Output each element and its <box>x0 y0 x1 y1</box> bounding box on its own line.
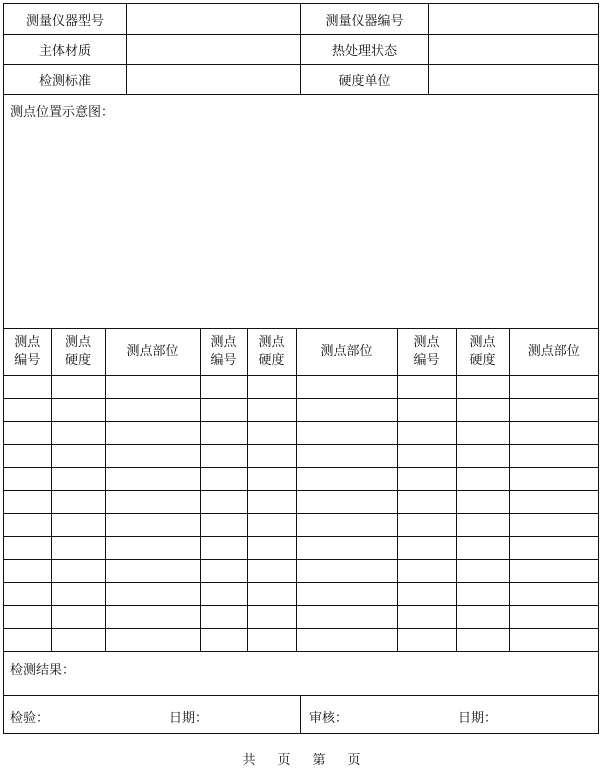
table-cell[interactable] <box>456 582 509 605</box>
table-cell[interactable] <box>247 421 296 444</box>
test-results-area[interactable] <box>4 651 598 696</box>
table-cell[interactable] <box>51 628 105 651</box>
instrument-model-label: 测量仪器型号 <box>4 4 127 34</box>
inspection-signature-cell[interactable] <box>4 696 301 734</box>
table-row <box>4 605 598 628</box>
signature-row <box>4 696 598 734</box>
instrument-model-field[interactable] <box>127 4 301 34</box>
table-cell[interactable] <box>456 444 509 467</box>
table-cell[interactable] <box>4 490 51 513</box>
table-cell[interactable] <box>4 582 51 605</box>
table-cell[interactable] <box>105 398 200 421</box>
table-cell[interactable] <box>4 421 51 444</box>
review-date-label: 日期： <box>458 711 498 726</box>
table-cell[interactable] <box>105 421 200 444</box>
table-cell[interactable] <box>296 582 397 605</box>
table-cell[interactable] <box>509 490 598 513</box>
results-title: 检测结果： <box>10 663 76 678</box>
col-point-number-1: 测点 编号 <box>4 329 51 375</box>
table-cell[interactable] <box>247 536 296 559</box>
footer-page-unit-1: 页 <box>277 753 291 768</box>
table-cell[interactable] <box>4 375 51 398</box>
table-cell[interactable] <box>105 605 200 628</box>
col-point-hardness-2: 测点 硬度 <box>247 329 296 375</box>
table-cell[interactable] <box>247 444 296 467</box>
table-cell[interactable] <box>200 559 247 582</box>
review-signature-cell[interactable] <box>301 696 598 734</box>
table-row <box>4 467 598 490</box>
col-point-hardness-3: 测点 硬度 <box>456 329 509 375</box>
table-row <box>4 582 598 605</box>
instrument-number-label: 测量仪器编号 <box>301 4 429 34</box>
table-cell[interactable] <box>509 421 598 444</box>
table-cell[interactable] <box>247 513 296 536</box>
table-cell[interactable] <box>105 513 200 536</box>
table-cell[interactable] <box>200 582 247 605</box>
measurement-table-body <box>4 375 598 651</box>
table-cell[interactable] <box>51 536 105 559</box>
table-cell[interactable] <box>397 536 456 559</box>
table-cell[interactable] <box>296 444 397 467</box>
table-cell[interactable] <box>397 628 456 651</box>
table-cell[interactable] <box>456 375 509 398</box>
table-cell[interactable] <box>296 513 397 536</box>
table-cell[interactable] <box>105 628 200 651</box>
table-cell[interactable] <box>397 398 456 421</box>
table-cell[interactable] <box>509 605 598 628</box>
measurement-point-diagram-area[interactable] <box>4 95 598 329</box>
table-cell[interactable] <box>509 375 598 398</box>
table-cell[interactable] <box>247 467 296 490</box>
col-point-number-3: 测点 编号 <box>397 329 456 375</box>
table-row <box>4 513 598 536</box>
table-cell[interactable] <box>456 490 509 513</box>
table-cell[interactable] <box>4 467 51 490</box>
table-header-row <box>4 329 598 375</box>
table-cell[interactable] <box>200 513 247 536</box>
table-cell[interactable] <box>456 628 509 651</box>
body-material-label: 主体材质 <box>4 35 127 64</box>
table-cell[interactable] <box>296 375 397 398</box>
table-row <box>4 398 598 421</box>
table-cell[interactable] <box>247 605 296 628</box>
table-cell[interactable] <box>105 444 200 467</box>
table-cell[interactable] <box>51 490 105 513</box>
heat-treatment-field[interactable] <box>429 35 598 64</box>
table-cell[interactable] <box>4 398 51 421</box>
table-cell[interactable] <box>397 375 456 398</box>
table-cell[interactable] <box>51 444 105 467</box>
col-point-location-1: 测点部位 <box>105 329 200 375</box>
table-cell[interactable] <box>456 421 509 444</box>
table-cell[interactable] <box>51 559 105 582</box>
table-cell[interactable] <box>51 605 105 628</box>
table-cell[interactable] <box>296 467 397 490</box>
table-cell[interactable] <box>51 421 105 444</box>
table-cell[interactable] <box>509 628 598 651</box>
table-cell[interactable] <box>456 467 509 490</box>
table-cell[interactable] <box>247 628 296 651</box>
table-cell[interactable] <box>4 628 51 651</box>
table-cell[interactable] <box>397 513 456 536</box>
table-cell[interactable] <box>456 559 509 582</box>
col-point-hardness-1: 测点 硬度 <box>51 329 105 375</box>
table-cell[interactable] <box>397 444 456 467</box>
table-cell[interactable] <box>247 398 296 421</box>
table-cell[interactable] <box>296 490 397 513</box>
table-cell[interactable] <box>105 375 200 398</box>
table-cell[interactable] <box>397 490 456 513</box>
table-row <box>4 490 598 513</box>
table-cell[interactable] <box>296 536 397 559</box>
hardness-unit-field[interactable] <box>429 65 598 94</box>
table-cell[interactable] <box>509 398 598 421</box>
header-row-1 <box>4 4 598 35</box>
table-cell[interactable] <box>200 490 247 513</box>
inspection-date-label: 日期： <box>169 711 209 726</box>
table-cell[interactable] <box>51 398 105 421</box>
table-cell[interactable] <box>509 467 598 490</box>
table-cell[interactable] <box>296 628 397 651</box>
col-point-location-2: 测点部位 <box>296 329 397 375</box>
table-cell[interactable] <box>200 467 247 490</box>
table-row <box>4 536 598 559</box>
footer-page-num: 第 <box>312 753 326 768</box>
table-cell[interactable] <box>456 513 509 536</box>
table-row <box>4 375 598 398</box>
table-row <box>4 559 598 582</box>
table-cell[interactable] <box>105 559 200 582</box>
col-point-number-2: 测点 编号 <box>200 329 247 375</box>
page-footer <box>0 749 603 768</box>
table-cell[interactable] <box>456 536 509 559</box>
table-cell[interactable] <box>509 536 598 559</box>
table-cell[interactable] <box>509 513 598 536</box>
table-cell[interactable] <box>247 490 296 513</box>
footer-total: 共 <box>242 753 256 768</box>
table-cell[interactable] <box>247 559 296 582</box>
hardness-test-form <box>3 3 599 734</box>
table-cell[interactable] <box>105 467 200 490</box>
table-cell[interactable] <box>105 536 200 559</box>
table-cell[interactable] <box>51 513 105 536</box>
table-cell[interactable] <box>4 536 51 559</box>
table-cell[interactable] <box>397 467 456 490</box>
table-cell[interactable] <box>105 490 200 513</box>
body-material-field[interactable] <box>127 35 301 64</box>
table-cell[interactable] <box>509 559 598 582</box>
table-cell[interactable] <box>4 444 51 467</box>
diagram-title: 测点位置示意图： <box>10 105 115 120</box>
table-cell[interactable] <box>200 375 247 398</box>
hardness-unit-label: 硬度单位 <box>301 65 429 94</box>
table-cell[interactable] <box>296 559 397 582</box>
table-row <box>4 421 598 444</box>
table-cell[interactable] <box>200 421 247 444</box>
footer-page-unit-2: 页 <box>347 753 361 768</box>
test-standard-field[interactable] <box>127 65 301 94</box>
table-cell[interactable] <box>200 605 247 628</box>
measurement-table <box>4 329 598 652</box>
table-cell[interactable] <box>200 444 247 467</box>
header-row-2 <box>4 35 598 65</box>
inspector-label: 检验： <box>10 711 50 726</box>
table-cell[interactable] <box>51 375 105 398</box>
table-cell[interactable] <box>51 467 105 490</box>
table-cell[interactable] <box>200 628 247 651</box>
table-cell[interactable] <box>4 513 51 536</box>
table-cell[interactable] <box>456 605 509 628</box>
table-cell[interactable] <box>296 421 397 444</box>
table-cell[interactable] <box>200 398 247 421</box>
table-cell[interactable] <box>296 605 397 628</box>
header-row-3 <box>4 65 598 95</box>
table-row <box>4 628 598 651</box>
table-cell[interactable] <box>4 559 51 582</box>
table-cell[interactable] <box>397 582 456 605</box>
reviewer-label: 审核： <box>309 711 349 726</box>
table-cell[interactable] <box>296 398 397 421</box>
table-cell[interactable] <box>397 605 456 628</box>
table-cell[interactable] <box>509 444 598 467</box>
table-cell[interactable] <box>200 536 247 559</box>
instrument-number-field[interactable] <box>429 4 598 34</box>
table-cell[interactable] <box>509 582 598 605</box>
table-cell[interactable] <box>247 375 296 398</box>
table-cell[interactable] <box>51 582 105 605</box>
col-point-location-3: 测点部位 <box>509 329 598 375</box>
table-cell[interactable] <box>105 582 200 605</box>
table-cell[interactable] <box>4 605 51 628</box>
table-cell[interactable] <box>397 559 456 582</box>
table-cell[interactable] <box>397 421 456 444</box>
test-standard-label: 检测标准 <box>4 65 127 94</box>
heat-treatment-label: 热处理状态 <box>301 35 429 64</box>
table-row <box>4 444 598 467</box>
table-cell[interactable] <box>456 398 509 421</box>
table-cell[interactable] <box>247 582 296 605</box>
